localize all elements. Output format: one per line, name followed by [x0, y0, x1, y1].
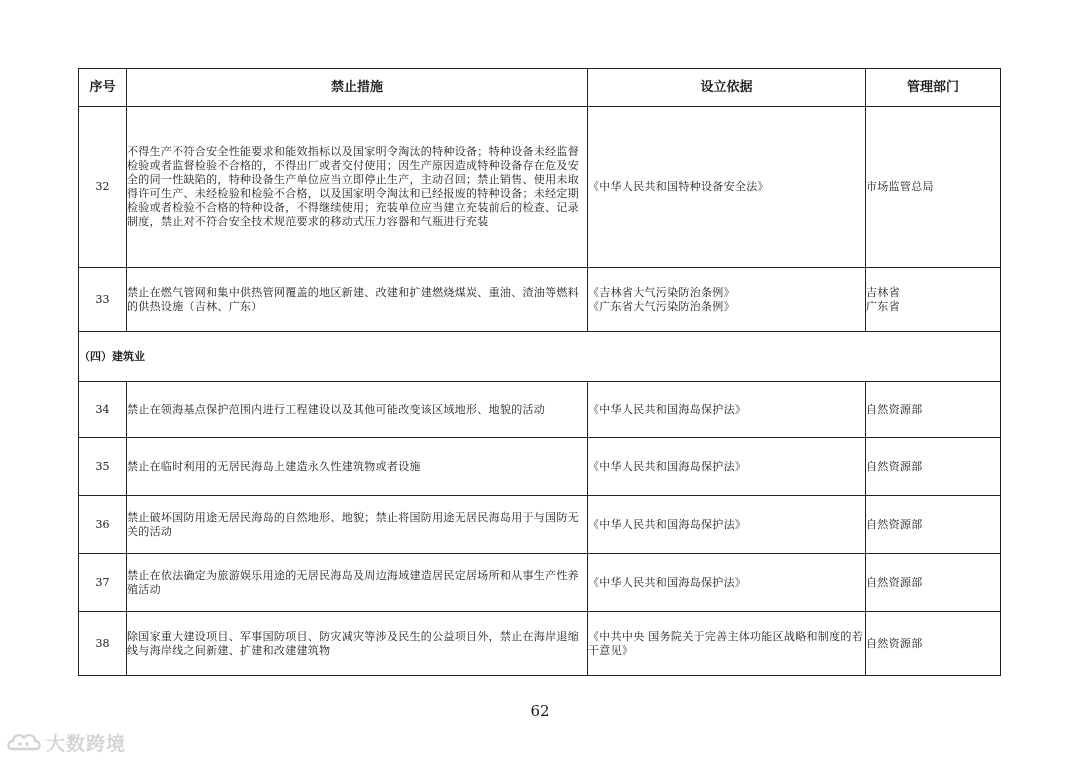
department-line: 广东省 [866, 299, 900, 313]
row-number: 37 [79, 554, 127, 612]
row-measure: 禁止在领海基点保护范围内进行工程建设以及其他可能改变该区域地形、地貌的活动 [127, 382, 588, 438]
table-row [79, 438, 1001, 496]
row-number: 34 [79, 382, 127, 438]
basis-line: 《中华人民共和国海岛保护法》 [588, 517, 747, 531]
row-number: 38 [79, 612, 127, 676]
row-number: 33 [79, 268, 127, 332]
row-measure: 不得生产不符合安全性能要求和能效指标以及国家明令淘汰的特种设备；特种设备未经监督检验或者监督检验不合格的，不得出厂或者交付使用；因生产原因造成特种设备存在危及安全的同一性缺陷的，特种设备生产单位应当立即停止生产，主动召回；禁止销售、使用未取得许可生产、未经检验和检验不合格，以及国家明令淘汰和已经报废的特种设备；未经定期检验或者检验不合格的特种设备，不得继续使用；充装单位应当建立充装前后的检查、记录制度，禁止对不符合安全技术规范要求的移动式压力容器和气瓶进行充装 [127, 107, 588, 268]
row-basis [588, 382, 866, 438]
row-number: 32 [79, 107, 127, 268]
table-row [79, 268, 1001, 332]
table-row [79, 554, 1001, 612]
department-line: 自然资源部 [866, 517, 923, 531]
basis-line: 《中华人民共和国海岛保护法》 [588, 575, 747, 589]
row-department [866, 382, 1001, 438]
basis-line: 《中华人民共和国特种设备安全法》 [588, 180, 769, 193]
page-number: 62 [530, 702, 550, 720]
basis-line: 《广东省大气污染防治条例》 [588, 299, 735, 313]
department-line: 吉林省 [866, 285, 900, 299]
watermark-text: 大数跨境 [46, 732, 127, 755]
header-serial-no: 序号 [79, 69, 127, 107]
department-line: 自然资源部 [866, 402, 923, 416]
row-department [866, 438, 1001, 496]
prohibition-table [78, 68, 1001, 676]
row-basis [588, 554, 866, 612]
row-basis [588, 107, 866, 268]
row-department [866, 554, 1001, 612]
row-measure: 禁止破坏国防用途无居民海岛的自然地形、地貌；禁止将国防用途无居民海岛用于与国防无关的活动 [127, 496, 588, 554]
header-measure: 禁止措施 [127, 69, 588, 107]
row-number: 36 [79, 496, 127, 554]
table-row [79, 107, 1001, 268]
basis-line: 《吉林省大气污染防治条例》 [588, 285, 735, 299]
row-basis [588, 438, 866, 496]
department-line: 自然资源部 [866, 636, 923, 650]
cloud-logo-icon [6, 729, 42, 755]
department-line: 自然资源部 [866, 459, 923, 473]
section-title: （四）建筑业 [79, 332, 1001, 382]
department-line: 自然资源部 [866, 575, 923, 589]
row-basis [588, 496, 866, 554]
table-header-row [79, 69, 1001, 107]
row-department [866, 107, 1001, 268]
row-department [866, 496, 1001, 554]
table-row [79, 382, 1001, 438]
row-department [866, 268, 1001, 332]
row-basis [588, 612, 866, 676]
row-basis [588, 268, 866, 332]
basis-line: 《中华人民共和国海岛保护法》 [588, 459, 747, 473]
section-row [79, 332, 1001, 382]
table-row [79, 612, 1001, 676]
row-department [866, 612, 1001, 676]
header-department: 管理部门 [866, 69, 1001, 107]
table-row [79, 496, 1001, 554]
basis-line: 《中华人民共和国海岛保护法》 [588, 402, 747, 416]
row-measure: 除国家重大建设项目、军事国防项目、防灾减灾等涉及民生的公益项目外，禁止在海岸退缩线与海岸线之间新建、扩建和改建建筑物 [127, 612, 588, 676]
row-measure: 禁止在依法确定为旅游娱乐用途的无居民海岛及周边海域建造居民定居场所和从事生产性养殖活动 [127, 554, 588, 612]
basis-line: 《中共中央 国务院关于完善主体功能区战略和制度的若干意见》 [588, 629, 863, 657]
department-line: 市场监管总局 [866, 180, 934, 193]
row-number: 35 [79, 438, 127, 496]
row-measure: 禁止在临时利用的无居民海岛上建造永久性建筑物或者设施 [127, 438, 588, 496]
header-basis: 设立依据 [588, 69, 866, 107]
watermark [6, 728, 126, 756]
row-measure: 禁止在燃气管网和集中供热管网覆盖的地区新建、改建和扩建燃烧煤炭、重油、渣油等燃料的供热设施（吉林、广东） [127, 268, 588, 332]
